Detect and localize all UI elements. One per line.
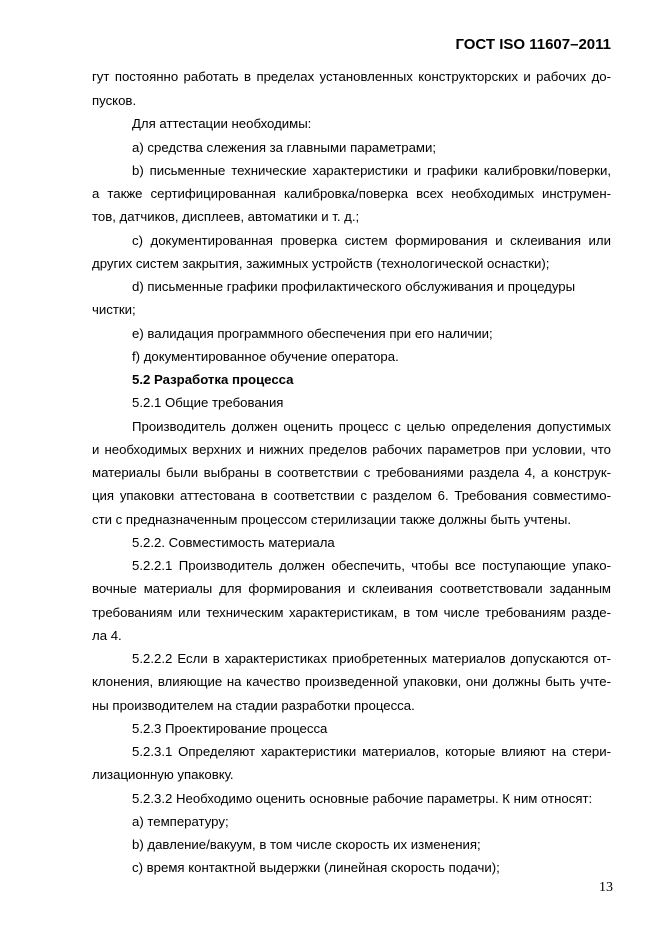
- list-item: c) время контактной выдержки (линейная скорость подачи);: [132, 860, 500, 875]
- list-item: c) документированная проверка систем формирования и склеивания или: [132, 233, 611, 248]
- text-line: других систем закрытия, зажимных устройств (технологической оснастки);: [92, 256, 550, 271]
- list-item: b) письменные технические характеристики и графики калибровки/поверки,: [132, 163, 611, 178]
- text-line: чистки;: [92, 302, 136, 317]
- text-line: требованиям или техническим характеристикам, в том числе требованиям разде-: [92, 605, 611, 620]
- text-line: ны производителем на стадии разработки процесса.: [92, 698, 415, 713]
- text-line: Для аттестации необходимы:: [132, 116, 312, 131]
- section-heading: 5.2 Разработка процесса: [132, 372, 294, 387]
- page-number: 13: [599, 880, 613, 895]
- list-item: b) давление/вакуум, в том числе скорость их изменения;: [132, 837, 481, 852]
- text-line: 5.2.3.1 Определяют характеристики материалов, которые влияют на стери-: [132, 744, 611, 759]
- list-item: d) письменные графики профилактического обслуживания и процедуры: [132, 279, 576, 294]
- subsection-heading: 5.2.3 Проектирование процесса: [132, 721, 328, 736]
- subsection-heading: 5.2.1 Общие требования: [132, 395, 284, 410]
- text-line: сти с предназначенным процессом стерилизации также должны быть учтены.: [92, 512, 572, 527]
- list-item: a) температуру;: [132, 814, 229, 829]
- text-line: лизационную упаковку.: [92, 767, 234, 782]
- text-line: 5.2.2.2 Если в характеристиках приобретенных материалов допускаются от-: [132, 651, 611, 666]
- text-line: ла 4.: [92, 628, 122, 643]
- text-line: материалы были выбраны в соответствии с требованиями раздела 4, а конструк-: [92, 465, 611, 480]
- text-line: клонения, влияющие на качество произведенной упаковки, они должны быть учте-: [92, 674, 611, 689]
- text-line: 5.2.3.2 Необходимо оценить основные рабочие параметры. К ним относят:: [132, 791, 593, 806]
- list-item: a) средства слежения за главными параметрами;: [132, 140, 437, 155]
- text-line: вочные материалы для формирования и склеивания соответствовали заданным: [92, 581, 611, 596]
- list-item: f) документированное обучение оператора.: [132, 349, 399, 364]
- text-line: гут постоянно работать в пределах установленных конструкторских и рабочих до-: [92, 69, 611, 84]
- text-line: пусков.: [92, 93, 137, 108]
- text-line: тов, датчиков, дисплеев, автоматики и т. д.;: [92, 209, 360, 224]
- list-item: e) валидация программного обеспечения при его наличии;: [132, 326, 493, 341]
- text-line: и необходимых верхних и нижних пределов рабочих параметров при условии, что: [92, 442, 611, 457]
- text-line: а также сертифицированная калибровка/поверка всех необходимых инструмен-: [92, 186, 611, 201]
- document-code-header: ГОСТ ISO 11607–2011: [455, 36, 611, 53]
- text-line: ция упаковки аттестована в соответствии с разделом 6. Требования совместимо-: [92, 488, 611, 503]
- text-line: Производитель должен оценить процесс с целью определения допустимых: [132, 419, 611, 434]
- subsection-heading: 5.2.2. Совместимость материала: [132, 535, 335, 550]
- text-line: 5.2.2.1 Производитель должен обеспечить, чтобы все поступающие упако-: [132, 558, 611, 573]
